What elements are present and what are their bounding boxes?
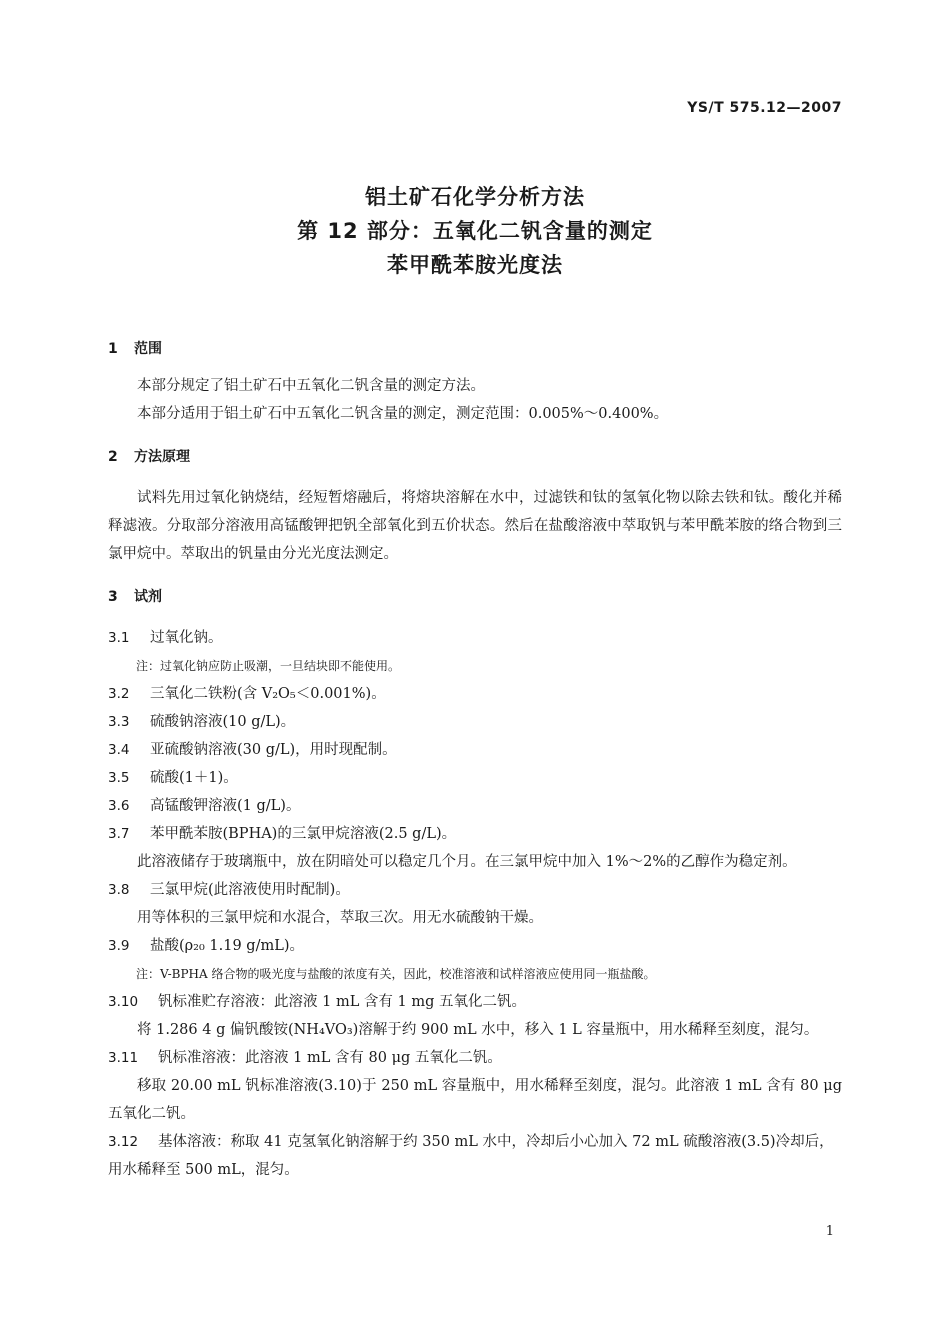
reagent-item	[108, 708, 842, 736]
reagent-item	[108, 1128, 842, 1184]
reagent-text: 硫酸钠溶液(10 g/L)。	[150, 714, 296, 730]
reagent-item	[108, 764, 842, 792]
reagent-number: 3.8	[108, 882, 130, 898]
reagent-number: 3.3	[108, 714, 130, 730]
reagent-item	[108, 792, 842, 820]
reagent-text: 三氧化二铁粉(含 V₂O₅＜0.001%)。	[150, 686, 386, 702]
scope-paragraph-1: 本部分规定了铝土矿石中五氧化二钒含量的测定方法。	[137, 378, 485, 394]
reagent-item	[108, 876, 842, 904]
reagent-text: 过氧化钠。	[150, 630, 223, 646]
reagent-item	[108, 624, 842, 652]
reagent-text: 钒标准贮存溶液：此溶液 1 mL 含有 1 mg 五氧化二钒。	[158, 994, 527, 1010]
reagent-number: 3.2	[108, 686, 130, 702]
principle-paragraph: 试料先用过氧化钠烧结，经短暂熔融后，将熔块溶解在水中，过滤铁和钛的氢氧化物以除去铁和钛。酸化并稀释滤液。分取部分溶液用高锰酸钾把钒全部氧化到五价状态。然后在盐酸溶液中萃取钒与苯甲酰苯胺的络合物到三氯甲烷中。萃取出的钒量由分光光度法测定。	[108, 490, 842, 562]
reagent-number: 3.10	[108, 994, 139, 1010]
scope-paragraph-2: 本部分适用于铝土矿石中五氧化二钒含量的测定，测定范围：0.005%～0.400%。	[137, 406, 669, 422]
title-line-3: 苯甲酰苯胺光度法	[387, 253, 563, 277]
section-title: 方法原理	[134, 449, 190, 465]
reagent-item	[108, 932, 842, 960]
section-number: 1	[108, 341, 118, 357]
document-code: YS/T 575.12—2007	[687, 100, 842, 116]
reagent-number: 3.4	[108, 742, 130, 758]
reagent-number: 3.1	[108, 630, 130, 646]
reagent-number: 3.11	[108, 1050, 139, 1066]
reagent-detail: 用等体积的三氯甲烷和水混合，萃取三次。用无水硫酸钠干燥。	[137, 910, 543, 926]
reagent-text: 高锰酸钾溶液(1 g/L)。	[150, 798, 301, 814]
reagent-item	[108, 820, 842, 848]
section-number: 2	[108, 449, 118, 465]
reagent-text: 硫酸(1＋1)。	[150, 770, 238, 786]
reagent-number: 3.5	[108, 770, 130, 786]
document-body	[108, 330, 842, 1184]
reagent-number: 3.9	[108, 938, 130, 954]
reagent-number: 3.12	[108, 1134, 139, 1150]
reagent-note: 注：过氧化钠应防止吸潮，一旦结块即不能使用。	[136, 659, 401, 673]
title-line-1: 铝土矿石化学分析方法	[365, 185, 585, 209]
reagent-text: 三氯甲烷(此溶液使用时配制)。	[150, 882, 350, 898]
reagent-text: 基体溶液：称取 41 克氢氧化钠溶解于约 350 mL 水中，冷却后小心加入 72 mL 硫酸溶液(3.5)冷却后，用水稀释至 500 mL，混匀。	[108, 1134, 834, 1178]
section-title: 范围	[134, 341, 162, 357]
reagent-item	[108, 680, 842, 708]
reagent-text: 亚硫酸钠溶液(30 g/L)，用时现配制。	[150, 742, 397, 758]
reagent-item	[108, 1044, 842, 1072]
title-line-2: 第 12 部分：五氧化二钒含量的测定	[297, 219, 653, 243]
document-title	[0, 180, 950, 282]
section-title: 试剂	[134, 589, 162, 605]
reagent-text: 盐酸(ρ₂₀ 1.19 g/mL)。	[150, 938, 305, 954]
reagent-note: 注：V-BPHA 络合物的吸光度与盐酸的浓度有关，因此，校准溶液和试样溶液应使用同一瓶盐酸。	[136, 967, 656, 981]
section-number: 3	[108, 589, 118, 605]
reagent-detail: 将 1.286 4 g 偏钒酸铵(NH₄VO₃)溶解于约 900 mL 水中，移入 1 L 容量瓶中，用水稀释至刻度，混匀。	[137, 1022, 819, 1038]
reagent-text: 钒标准溶液：此溶液 1 mL 含有 80 μg 五氧化二钒。	[158, 1050, 502, 1066]
reagent-number: 3.6	[108, 798, 130, 814]
section-heading-principle	[108, 444, 842, 470]
section-heading-reagents	[108, 584, 842, 610]
reagent-item	[108, 988, 842, 1016]
reagent-detail: 此溶液储存于玻璃瓶中，放在阴暗处可以稳定几个月。在三氯甲烷中加入 1%～2%的乙醇作为稳定剂。	[137, 854, 797, 870]
reagent-number: 3.7	[108, 826, 130, 842]
section-heading-scope	[108, 336, 842, 362]
reagent-item	[108, 736, 842, 764]
page-number: 1	[825, 1224, 834, 1239]
reagent-detail: 移取 20.00 mL 钒标准溶液(3.10)于 250 mL 容量瓶中，用水稀释至刻度，混匀。此溶液 1 mL 含有 80 μg 五氧化二钒。	[108, 1078, 842, 1122]
reagent-text: 苯甲酰苯胺(BPHA)的三氯甲烷溶液(2.5 g/L)。	[150, 826, 457, 842]
